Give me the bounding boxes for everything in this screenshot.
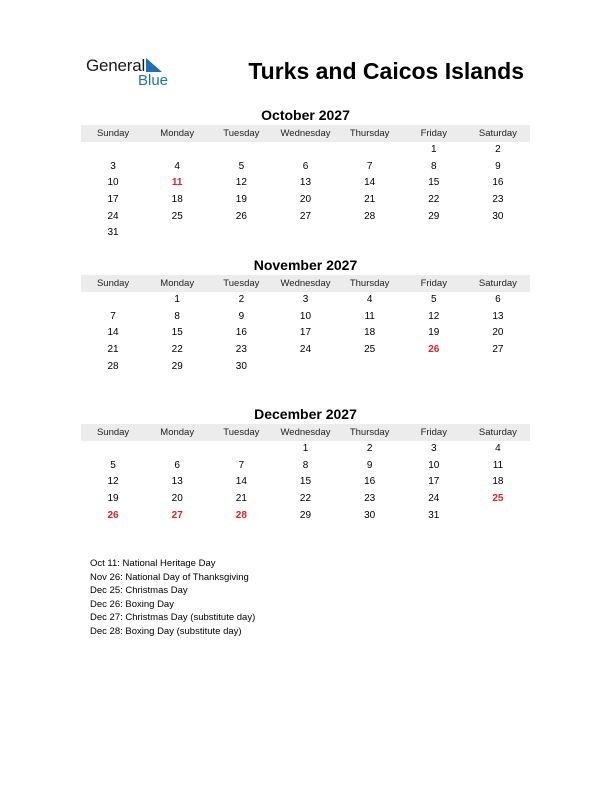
- holiday-entry: Dec 26: Boxing Day: [90, 598, 174, 610]
- date-cell: [466, 225, 530, 242]
- date-cell: 25: [171, 210, 183, 222]
- holiday-date-cell: 27: [171, 509, 183, 521]
- date-cell: 2: [366, 443, 373, 454]
- weekday-label: Friday: [420, 278, 447, 289]
- date-cell: 19: [107, 493, 119, 505]
- date-cell: [338, 142, 402, 159]
- date-cell: [338, 225, 402, 242]
- date-cell: 14: [107, 327, 119, 339]
- date-cell: [209, 225, 273, 242]
- month-december: [81, 405, 530, 524]
- date-cell: 23: [235, 344, 247, 356]
- holiday-entry: Dec 27: Christmas Day (substitute day): [90, 612, 256, 624]
- date-cell: 17: [428, 476, 440, 488]
- date-cell: 15: [299, 476, 312, 488]
- date-cell: 10: [107, 177, 119, 189]
- date-cell: [145, 225, 209, 242]
- holiday-date-cell: 26: [428, 344, 440, 356]
- weekday-label: Tuesday: [223, 128, 260, 139]
- week-row: [81, 225, 530, 242]
- weekday-label: Tuesday: [223, 427, 260, 438]
- date-cell: 4: [495, 443, 501, 454]
- date-cell: 19: [235, 194, 247, 206]
- date-cell: 1: [302, 443, 309, 454]
- date-cell: 24: [428, 493, 440, 505]
- weekday-label: Thursday: [349, 427, 390, 438]
- date-cell: 24: [299, 344, 312, 356]
- holiday-date-cell: 26: [107, 509, 119, 521]
- date-cell: [402, 359, 466, 376]
- date-cell: 15: [428, 177, 440, 189]
- date-cell: 21: [107, 344, 119, 356]
- month-title: December 2027: [254, 406, 357, 422]
- date-cell: [273, 142, 337, 159]
- date-cell: [81, 142, 145, 159]
- date-cell: 12: [107, 476, 119, 488]
- weekday-label: Sunday: [96, 128, 130, 139]
- date-cell: 4: [366, 294, 373, 305]
- holiday-entry: Nov 26: National Day of Thanksgiving: [90, 571, 249, 583]
- week-row: [81, 441, 530, 458]
- date-cell: [466, 508, 530, 525]
- date-cell: 7: [366, 160, 373, 172]
- weekday-label: Monday: [160, 278, 195, 289]
- week-row: [81, 491, 530, 508]
- date-cell: [81, 292, 145, 309]
- page-title: Turks and Caicos Islands: [248, 58, 524, 84]
- weekday-header-row: [81, 125, 530, 142]
- date-cell: 2: [495, 144, 501, 155]
- date-cell: 16: [235, 327, 247, 339]
- month-october: [81, 106, 530, 242]
- date-cell: 6: [174, 459, 180, 471]
- date-cell: 13: [171, 476, 183, 488]
- date-cell: 5: [238, 160, 245, 172]
- logo-blue-text: Blue: [138, 72, 169, 89]
- month-title: October 2027: [261, 107, 350, 123]
- generalblue-logo: [86, 56, 186, 92]
- week-row: [81, 159, 530, 176]
- date-cell: 23: [364, 493, 376, 505]
- date-cell: 10: [428, 459, 440, 471]
- date-cell: [81, 441, 145, 458]
- date-cell: [273, 225, 337, 242]
- holiday-date-cell: 28: [235, 509, 247, 521]
- week-row: [81, 359, 530, 376]
- weekday-label: Thursday: [349, 278, 390, 289]
- holiday-entry: Dec 28: Boxing Day (substitute day): [90, 625, 242, 637]
- holiday-entry: Oct 11: National Heritage Day: [90, 558, 216, 569]
- date-cell: 19: [428, 327, 440, 339]
- date-cell: 1: [430, 144, 437, 155]
- date-cell: 3: [110, 160, 116, 172]
- date-cell: 29: [171, 360, 183, 372]
- date-cell: 30: [235, 360, 247, 372]
- date-cell: 9: [238, 310, 245, 322]
- date-cell: 8: [174, 310, 180, 322]
- date-cell: 11: [492, 459, 504, 471]
- weekday-label: Saturday: [478, 128, 517, 139]
- date-cell: 12: [428, 310, 440, 322]
- week-row: [81, 342, 530, 359]
- date-cell: [209, 441, 273, 458]
- weekday-header-row: [81, 275, 530, 292]
- date-cell: [209, 142, 273, 159]
- date-cell: 16: [364, 476, 376, 488]
- date-cell: 25: [364, 344, 376, 356]
- date-cell: 22: [428, 194, 440, 206]
- date-cell: [402, 225, 466, 242]
- date-cell: 9: [495, 160, 501, 172]
- date-cell: 14: [235, 476, 247, 488]
- logo-triangle-icon: [146, 58, 162, 72]
- date-cell: 18: [364, 327, 376, 339]
- date-cell: 3: [430, 443, 437, 454]
- date-cell: 17: [107, 194, 119, 206]
- holiday-date-cell: 11: [171, 177, 183, 189]
- date-cell: [466, 359, 530, 376]
- date-cell: 6: [495, 294, 501, 305]
- date-cell: 15: [171, 327, 183, 339]
- week-row: [81, 309, 530, 326]
- date-cell: 29: [299, 509, 312, 521]
- date-cell: 20: [492, 327, 504, 339]
- week-row: [81, 508, 530, 525]
- date-cell: 7: [238, 459, 245, 471]
- date-cell: 11: [364, 310, 375, 322]
- date-cell: 7: [110, 310, 116, 322]
- date-cell: 29: [428, 210, 440, 222]
- weekday-label: Sunday: [96, 278, 130, 289]
- date-cell: 23: [492, 194, 504, 206]
- week-row: [81, 175, 530, 192]
- date-cell: 12: [235, 177, 247, 189]
- date-cell: 28: [107, 360, 119, 372]
- weekday-label: Wednesday: [280, 427, 331, 438]
- date-cell: 22: [299, 493, 312, 505]
- weekday-label: Sunday: [96, 427, 130, 438]
- date-cell: 6: [302, 160, 309, 172]
- date-cell: 30: [364, 509, 376, 521]
- week-row: [81, 325, 530, 342]
- date-cell: 17: [299, 327, 312, 339]
- week-row: [81, 474, 530, 491]
- holiday-entry: Dec 25: Christmas Day: [90, 585, 188, 597]
- weekday-label: Saturday: [478, 427, 517, 438]
- date-cell: 28: [364, 210, 376, 222]
- weekday-label: Monday: [160, 128, 195, 139]
- weekday-label: Wednesday: [280, 128, 331, 139]
- date-cell: 18: [171, 194, 183, 206]
- date-cell: 31: [107, 227, 119, 239]
- date-cell: 30: [492, 210, 504, 222]
- date-cell: 31: [428, 509, 440, 521]
- date-cell: 8: [430, 160, 437, 172]
- week-row: [81, 142, 530, 159]
- date-cell: 5: [430, 294, 437, 305]
- weekday-label: Saturday: [478, 278, 517, 289]
- date-cell: 13: [492, 310, 504, 322]
- date-cell: 13: [299, 177, 312, 189]
- date-cell: 27: [299, 210, 312, 222]
- holiday-list: [90, 557, 255, 639]
- date-cell: 21: [235, 493, 247, 505]
- date-cell: 20: [171, 493, 183, 505]
- date-cell: 9: [366, 459, 373, 471]
- weekday-label: Friday: [420, 128, 447, 139]
- date-cell: 5: [110, 459, 116, 471]
- date-cell: [145, 142, 209, 159]
- date-cell: [338, 359, 402, 376]
- month-november: [81, 256, 530, 375]
- date-cell: 27: [492, 344, 504, 356]
- date-cell: 4: [174, 160, 180, 172]
- weekday-header-row: [81, 424, 530, 441]
- date-cell: 3: [302, 294, 309, 305]
- date-cell: 10: [299, 310, 312, 322]
- weekday-label: Tuesday: [223, 278, 260, 289]
- date-cell: 16: [492, 177, 504, 189]
- date-cell: 1: [174, 294, 180, 305]
- date-cell: 21: [364, 194, 376, 206]
- week-row: [81, 209, 530, 226]
- month-title: November 2027: [253, 257, 358, 273]
- date-cell: 8: [302, 459, 309, 471]
- weekday-label: Thursday: [349, 128, 390, 139]
- week-row: [81, 458, 530, 475]
- weekday-label: Friday: [420, 427, 447, 438]
- date-cell: 24: [107, 210, 119, 222]
- date-cell: [273, 359, 337, 376]
- week-row: [81, 292, 530, 309]
- date-cell: 18: [492, 476, 504, 488]
- logo-general-text: General: [86, 56, 146, 75]
- week-row: [81, 192, 530, 209]
- weekday-label: Monday: [160, 427, 195, 438]
- date-cell: 14: [364, 177, 376, 189]
- date-cell: [145, 441, 209, 458]
- date-cell: 20: [299, 194, 312, 206]
- holiday-date-cell: 25: [492, 493, 504, 505]
- date-cell: 26: [235, 210, 247, 222]
- weekday-label: Wednesday: [280, 278, 331, 289]
- date-cell: 22: [171, 344, 183, 356]
- date-cell: 2: [238, 294, 245, 305]
